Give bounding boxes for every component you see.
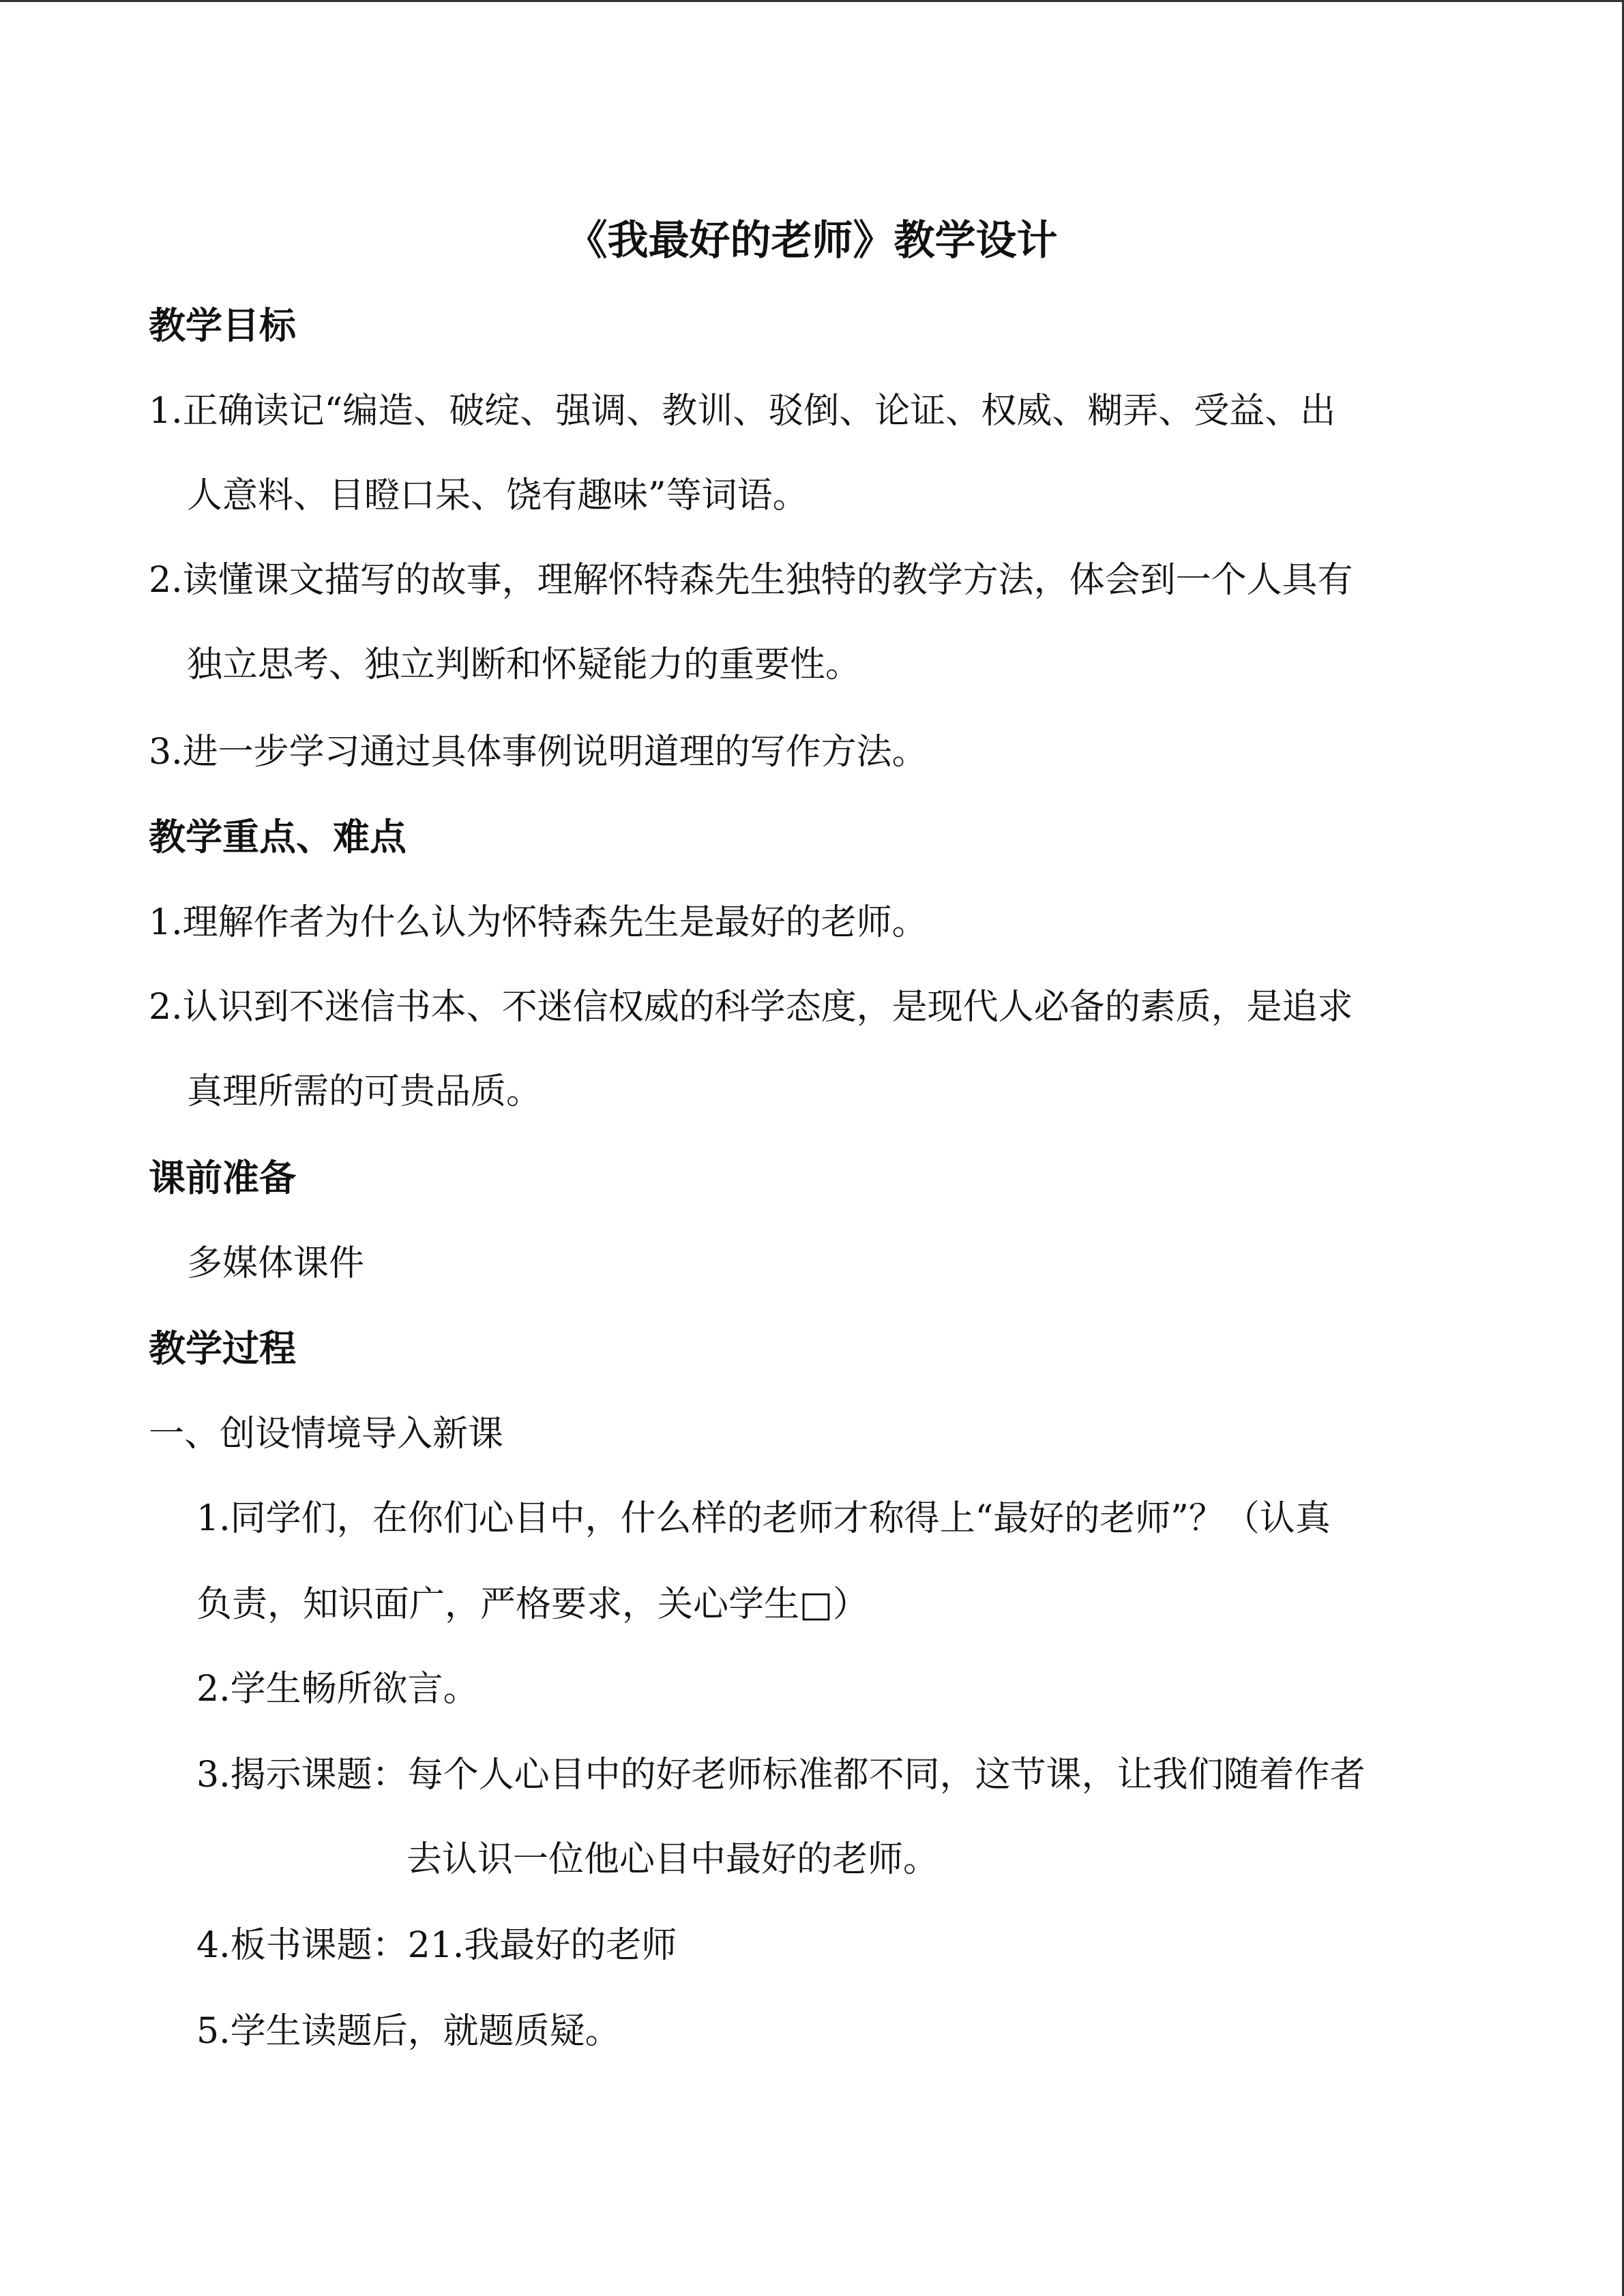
objective-1-line-1: 1.正确读记“编造、破绽、强调、教训、驳倒、论证、权威、糊弄、受益、出 [149,391,1336,432]
process-step-4: 4.板书课题：21.我最好的老师 [196,1925,677,1966]
objective-3-line-1: 3.进一步学习通过具体事例说明道理的写作方法。 [149,732,928,773]
process-step-3-line-1: 3.揭示课题：每个人心目中的好老师标准都不同，这节课，让我们随着作者 [196,1755,1365,1795]
process-heading: 教学过程 [149,1326,296,1370]
preparation-heading: 课前准备 [149,1156,296,1199]
document-title: 《我最好的老师》教学设计 [566,217,1058,265]
preparation-text: 多媒体课件 [187,1243,365,1284]
key-point-2-line-2: 真理所需的可贵品质。 [187,1071,542,1112]
process-section-1-title: 一、创设情境导入新课 [149,1414,504,1455]
process-step-2: 2.学生畅所欲言。 [196,1669,479,1710]
objective-2-line-2: 独立思考、独立判断和怀疑能力的重要性。 [187,644,861,685]
process-step-1-line-2: 负责，知识面广，严格要求，关心学生□） [196,1584,869,1625]
process-step-3-line-2: 去认识一位他心目中最好的老师。 [407,1839,939,1880]
key-point-1-line-1: 1.理解作者为什么认为怀特森先生是最好的老师。 [149,902,928,943]
objective-1-line-2: 人意料、目瞪口呆、饶有趣味”等词语。 [187,475,808,516]
process-step-1-line-1: 1.同学们，在你们心目中，什么样的老师才称得上“最好的老师”？（认真 [196,1498,1331,1539]
objective-2-line-1: 2.读懂课文描写的故事，理解怀特森先生独特的教学方法，体会到一个人具有 [149,560,1353,601]
key-points-heading: 教学重点、难点 [149,815,407,859]
objectives-heading: 教学目标 [149,303,296,347]
key-point-2-line-1: 2.认识到不迷信书本、不迷信权威的科学态度，是现代人必备的素质，是追求 [149,987,1353,1028]
process-step-5: 5.学生读题后，就题质疑。 [196,2011,621,2052]
